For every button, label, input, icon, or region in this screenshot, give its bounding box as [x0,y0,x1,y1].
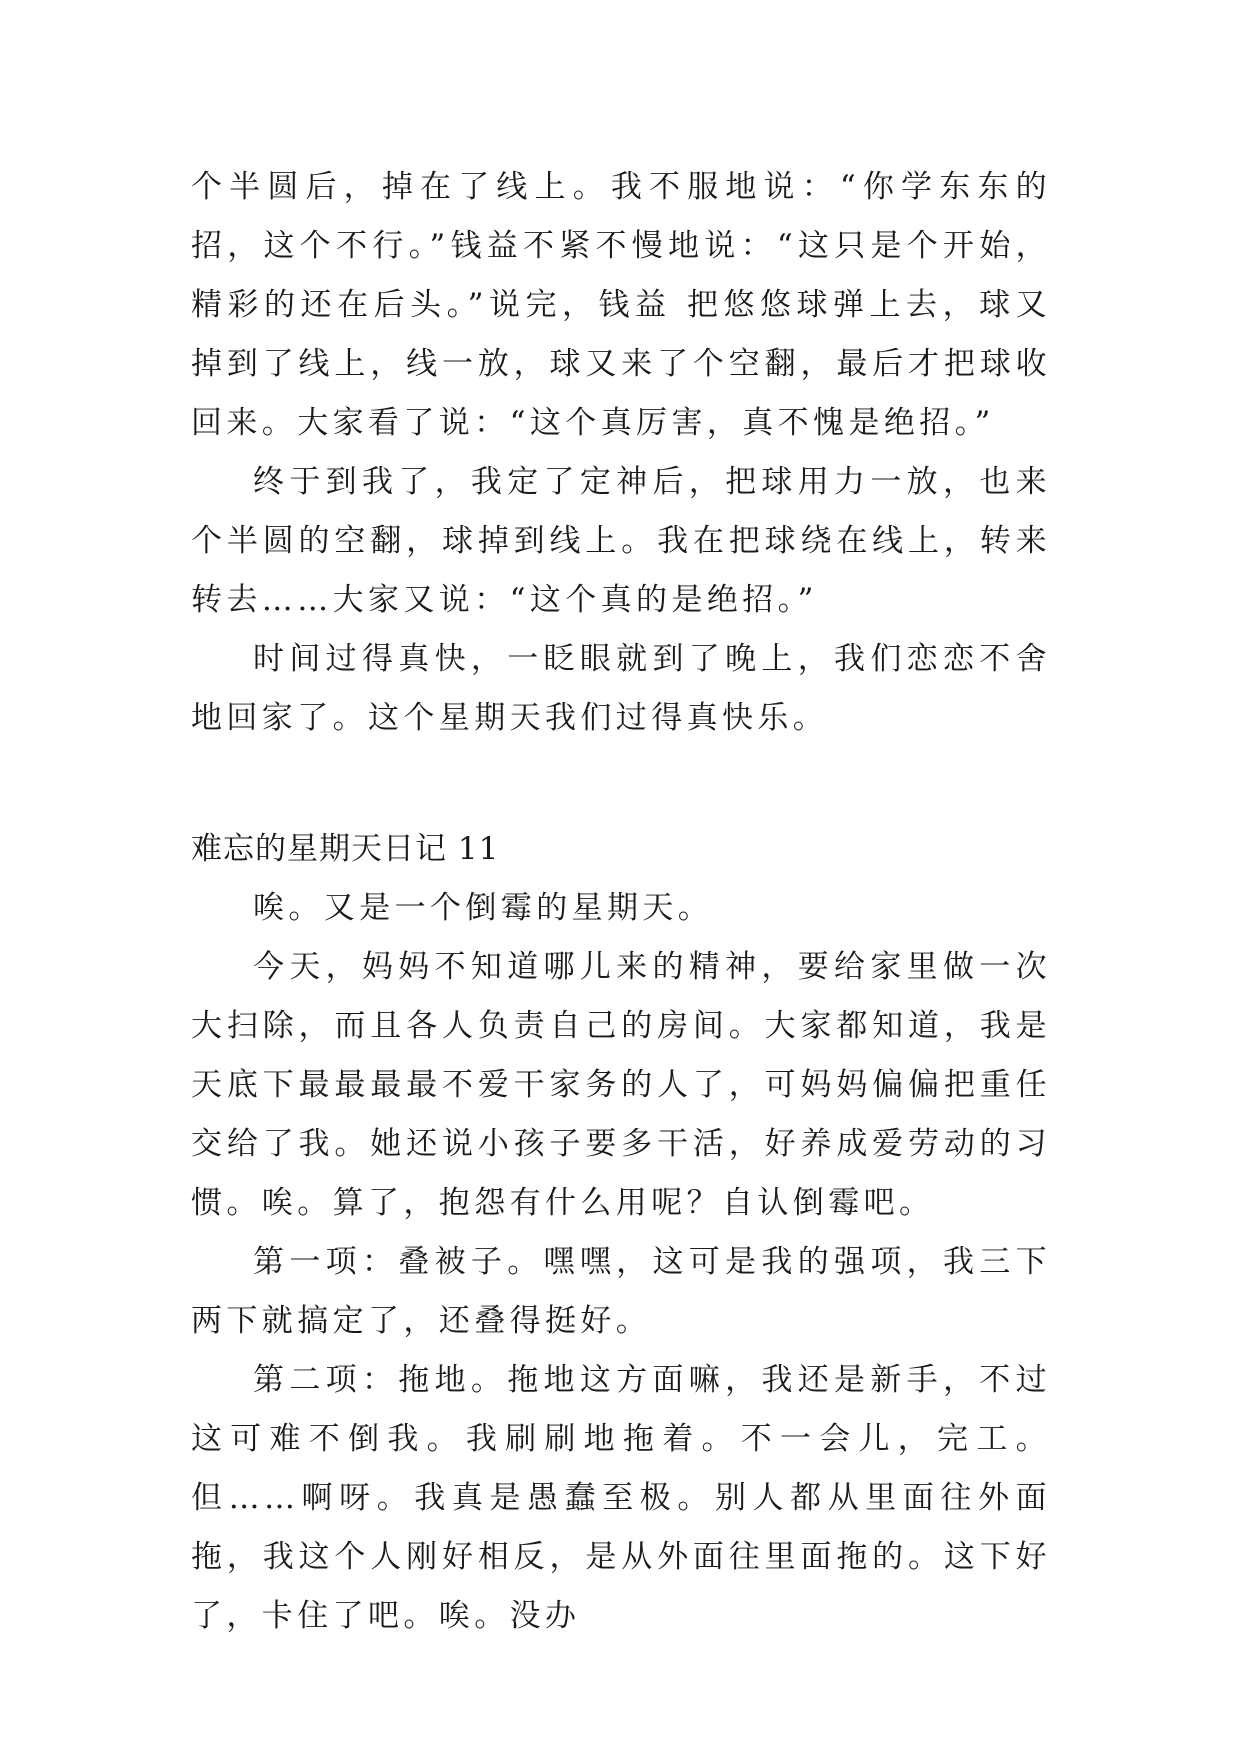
document-body [191,158,1051,1646]
section-title: 难忘的星期天日记 11 [191,831,500,867]
paragraph-continued: 个半圆后，掉在了线上。我不服地说：“你学东东的招，这个不行。”钱益不紧不慢地说：“这只是个开始，精彩的还在后头。”说完，钱益 把悠悠球弹上去，球又掉到了线上，线一放，球又来了个空翻，最后才把球收回来。大家看了说：“这个真厉害，真不愧是绝招。” [191,169,1051,441]
paragraph: 唉。又是一个倒霉的星期天。 [253,890,714,926]
paragraph: 终于到我了，我定了定神后，把球用力一放，也来个半圆的空翻，球掉到线上。我在把球绕在线上，转来转去……大家又说：“这个真的是绝招。” [191,464,1051,618]
paragraph: 第一项：叠被子。嘿嘿，这可是我的强项，我三下两下就搞定了，还叠得挺好。 [191,1244,1051,1339]
paragraph: 第二项：拖地。拖地这方面嘛，我还是新手，不过这可难不倒我。我刷刷地拖着。不一会儿，完工。但……啊呀。我真是愚蠢至极。别人都从里面往外面拖，我这个人刚好相反，是从外面往里面拖的。这下好了，卡住了吧。唉。没办 [191,1362,1051,1634]
paragraph: 时间过得真快，一眨眼就到了晚上，我们恋恋不舍地回家了。这个星期天我们过得真快乐。 [191,641,1051,736]
paragraph: 今天，妈妈不知道哪儿来的精神，要给家里做一次大扫除，而且各人负责自己的房间。大家都知道，我是天底下最最最最不爱干家务的人了，可妈妈偏偏把重任交给了我。她还说小孩子要多干活，好养成爱劳动的习惯。唉。算了，抱怨有什么用呢？自认倒霉吧。 [191,949,1051,1221]
